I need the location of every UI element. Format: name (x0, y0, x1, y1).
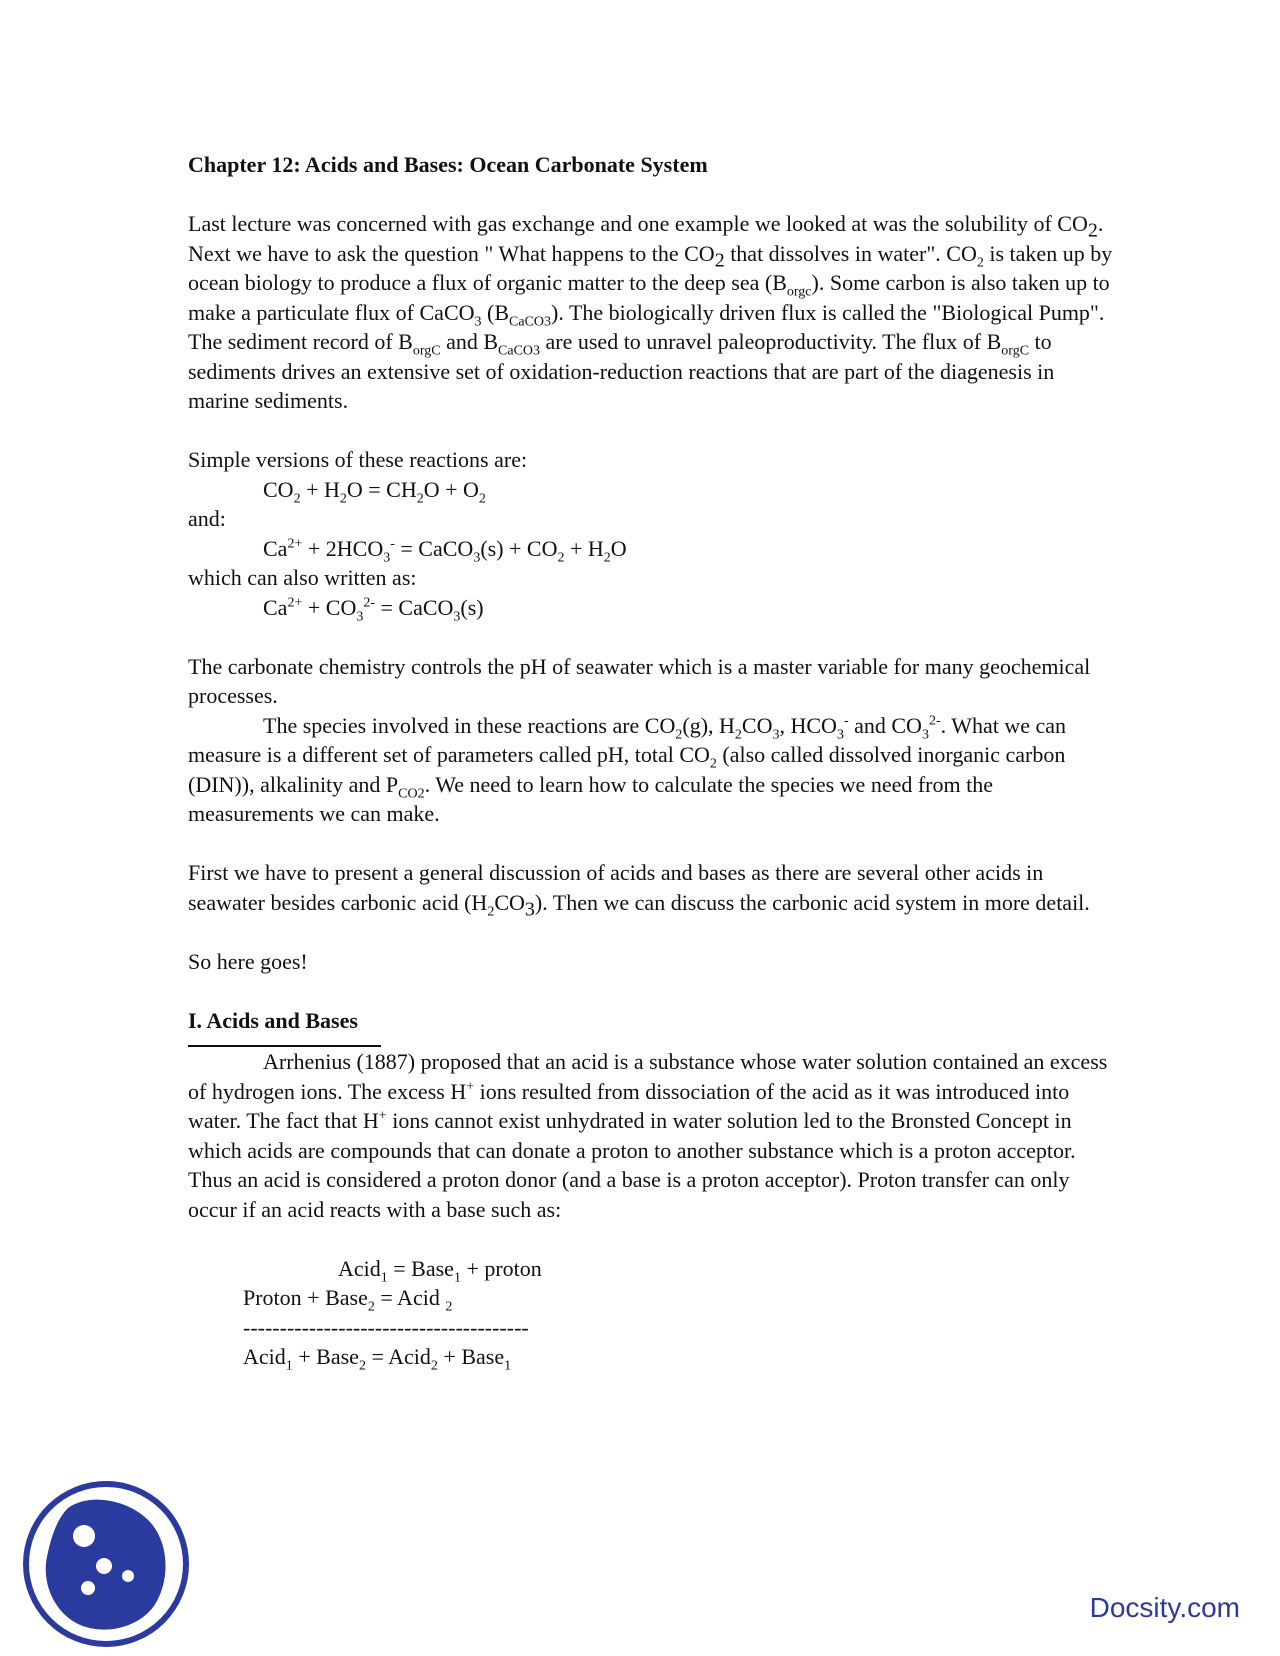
species-paragraph: The species involved in these reactions are $CO_2(g)$, $H_2CO_3$, $HCO_3^-$ and $CO_3^{2-}$. What we can measure is a different set of parameters called pH, total $CO_2$ (also called dissolved inorganic carbon (DIN)), alkalinity and $P_{CO2}$. We need to learn how to calculate the species we need from the measurements we can make. (188, 712, 1067, 826)
carbonate-paragraph: The carbonate chemistry controls the pH of seawater which is a master variable for many geochemical processes. (188, 653, 1091, 708)
equation-acid1: Acid$_1$ = Base$_1$ + proton (338, 1255, 542, 1285)
intro-paragraph: Last lecture was concerned with gas exchange and one example we looked at was the solubility of $CO_2$. Next we have to ask the question " What happens to the $CO_2$ that dissolves in water". $CO_2$ is taken up by ocean biology to produce a flux of organic matter to the deep sea $(B_{orgc})$. Some carbon is also taken up to make a particulate flux of CaCO$_3$ $(B_{CaCO3})$. The biologically driven flux is called the "Biological Pump". The sediment record of $B_{orgC}$ and $B_{CaCO3}$ are used to unravel paleoproductivity. The flux of $B_{orgC}$ to sediments drives an extensive set of oxidation-reduction reactions that are part of the diagenesis in marine sediments. (188, 211, 1113, 413)
proton-transfer-equations (188, 1254, 1118, 1372)
chapter-title: Chapter 12: Acids and Bases: Ocean Carbonate System (188, 152, 708, 177)
so-here-goes: So here goes! (188, 948, 308, 974)
discussion-paragraph: First we have to present a general discussion of acids and bases as there are several other acids in seawater besides carbonic acid $(H_2CO_3)$. Then we can discuss the carbonic acid system in more detail. (188, 860, 1090, 920)
arrhenius-paragraph: Arrhenius (1887) proposed that an acid is a substance whose water solution contained an excess of hydrogen ions. The excess H+ ions resulted from dissociation of the acid as it was introduced into water. The fact that H+ ions cannot exist unhydrated in water solution led to the Bronsted Concept in which acids are compounds that can donate a proton to another substance which is a proton acceptor. Thus an acid is considered a proton donor (and a base is a proton acceptor). Proton transfer can only occur if an acid reacts with a base such as: (188, 1049, 1108, 1222)
reactions-also: which can also written as: (188, 565, 417, 590)
docsity-logo-icon (20, 1478, 192, 1650)
equation-photosynthesis: $CO_2 + H_2O = CH_2O + O_2$ (263, 476, 486, 506)
reactions-intro: Simple versions of these reactions are: (188, 447, 528, 472)
equation-proton: Proton + Base$_2$ = Acid $_2$ (243, 1285, 453, 1315)
reactions-and: and: (188, 506, 226, 531)
docsity-brand[interactable]: Docsity.com (1089, 1592, 1240, 1623)
equation-separator: --------------------------------------- (243, 1314, 529, 1340)
section-heading: I. Acids and Bases (188, 1007, 358, 1033)
equation-calcite: $Ca^{2+} + CO_3^{2-}$ = CaCO$_3$(s) (263, 594, 484, 624)
document-body (188, 150, 1118, 1372)
equation-calcification: $Ca^{2+} + 2HCO_3^-$ = CaCO$_3$(s) + $CO_2 + H_2O$ (263, 535, 627, 565)
equation-sum: Acid$_1$ + Base$_2$ = Acid$_2$ + Base$_1$ (243, 1344, 512, 1374)
